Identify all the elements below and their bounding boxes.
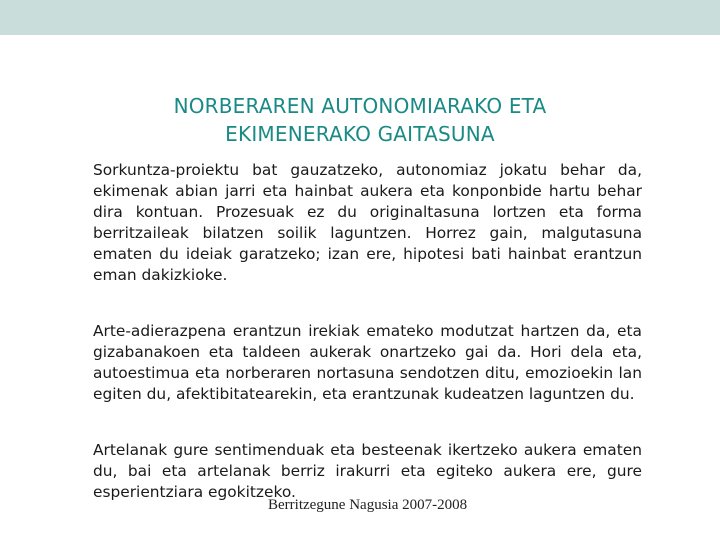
slide-title-line-2: EKIMENERAKO GAITASUNA xyxy=(225,122,495,146)
paragraph-3: Artelanak gure sentimenduak eta besteenak ikertzeko aukera ematen du, bai eta artelanak berriz irakurri eta egiteko aukera ere, gure esperientziara egokitzeko. xyxy=(93,441,642,501)
paragraph-1: Sorkuntza-proiektu bat gauzatzeko, autonomiaz jokatu behar da, ekimenak abian jarri eta hainbat aukera eta konponbide hartu behar dira kontuan. Prozesuak ez du originaltasuna lortzen eta forma berritzaileak bilatzen soilik laguntzen. Horrez gain, malgutasuna ematen du ideiak garatzeko; izan ere, hipotesi bati hainbat erantzun eman dakizkioke. xyxy=(93,161,642,284)
slide-title-line-1: NORBERAREN AUTONOMIARAKO ETA xyxy=(173,94,547,118)
slide-footer: Berritzegune Nagusia 2007-2008 xyxy=(268,497,468,513)
slide-title xyxy=(100,92,620,148)
top-header-band xyxy=(0,0,720,35)
paragraph-2: Arte-adierazpena erantzun irekiak emateko modutzat hartzen da, eta gizabanakoen eta taldeen aukerak onartzeko gai da. Hori dela eta, autoestimua eta norberaren nortasuna sendotzen ditu, emozioekin lan egiten du, afektibitatearekin, eta erantzunak kudeatzen laguntzen du. xyxy=(93,322,642,403)
